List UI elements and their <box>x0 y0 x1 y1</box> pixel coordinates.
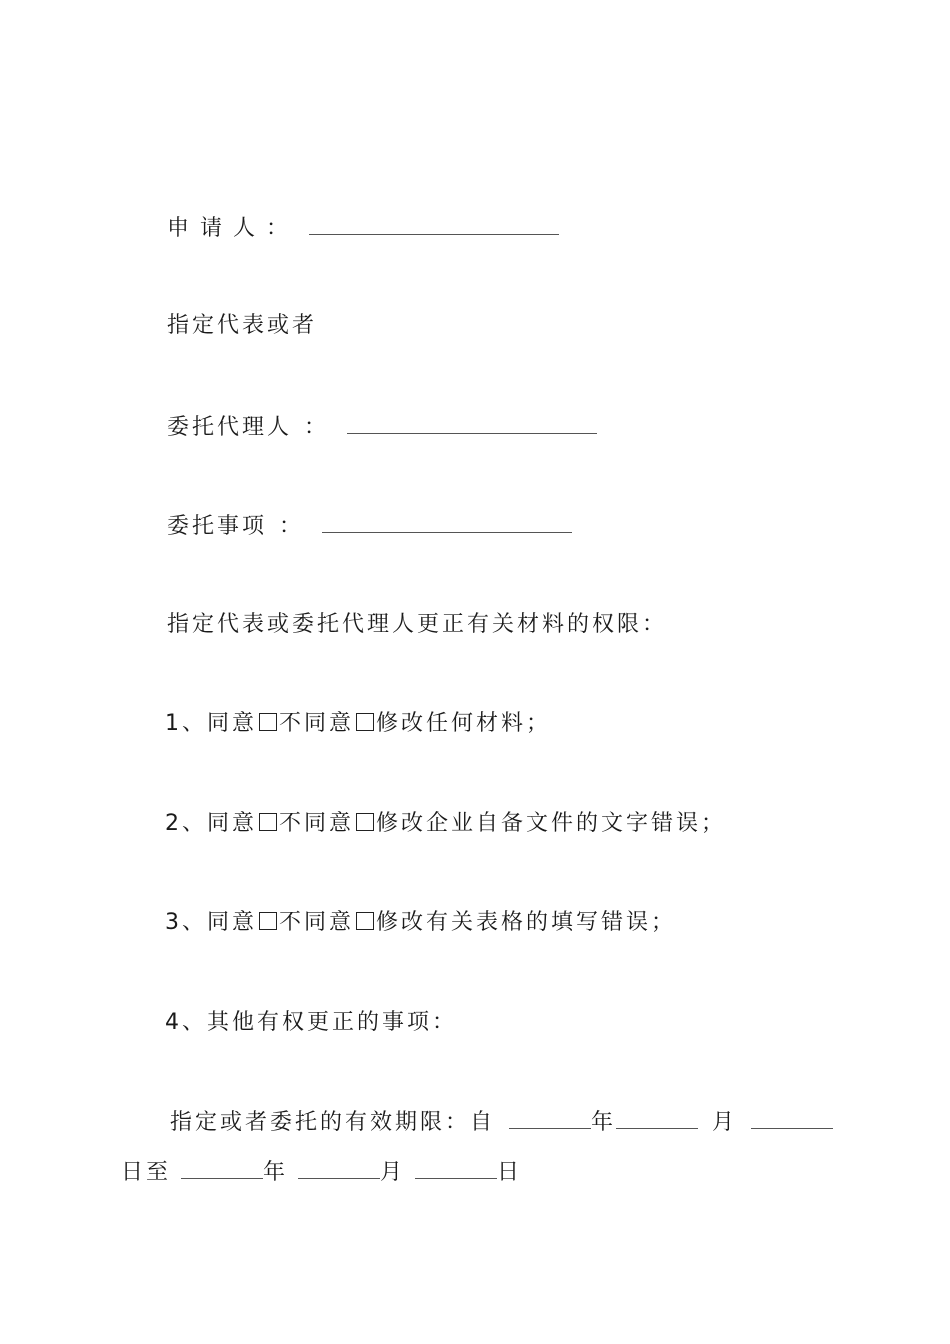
day2-label: 日 <box>497 1160 523 1185</box>
item-number: 1、 <box>165 711 207 736</box>
matter-field[interactable] <box>322 512 572 533</box>
validity-row-1 <box>170 1108 833 1136</box>
applicant-label: 申请人 <box>167 216 267 241</box>
disagree-checkbox[interactable] <box>356 813 374 831</box>
item-number: 2、 <box>165 811 207 836</box>
applicant-colon: ： <box>266 216 292 241</box>
designated-rep-label: 指定代表或者 <box>167 313 318 338</box>
applicant-field[interactable] <box>309 214 559 235</box>
month2-label: 月 <box>380 1160 406 1185</box>
agree-checkbox[interactable] <box>259 813 277 831</box>
authority-heading <box>167 612 667 638</box>
item-text: 修改企业自备文件的文字错误； <box>376 811 727 836</box>
disagree-label: 不同意 <box>279 811 355 836</box>
year-label: 年 <box>591 1110 617 1135</box>
designated-rep-row <box>167 313 317 339</box>
agree-label: 同意 <box>207 910 258 935</box>
month-label: 月 <box>712 1110 738 1135</box>
agent-colon: ： <box>304 415 330 440</box>
start-month-field[interactable] <box>616 1108 698 1129</box>
item-4-text: 4、其他有权更正的事项： <box>165 1010 457 1035</box>
agent-label: 委托代理人 <box>167 415 293 440</box>
authority-item-2 <box>165 811 726 837</box>
item-text: 修改任何材料； <box>376 711 552 736</box>
disagree-checkbox[interactable] <box>356 912 374 930</box>
matter-colon: ： <box>279 514 305 539</box>
matter-row <box>167 512 572 540</box>
start-year-field[interactable] <box>509 1108 591 1129</box>
applicant-row <box>167 214 559 242</box>
item-number: 3、 <box>165 910 207 935</box>
end-month-field[interactable] <box>298 1158 380 1179</box>
matter-label: 委托事项 <box>167 514 268 539</box>
agent-field[interactable] <box>347 413 597 434</box>
end-year-field[interactable] <box>181 1158 263 1179</box>
disagree-label: 不同意 <box>279 910 355 935</box>
validity-row-2 <box>121 1158 522 1186</box>
agent-row <box>167 413 597 441</box>
end-day-field[interactable] <box>415 1158 497 1179</box>
authority-item-1 <box>165 711 551 737</box>
agree-checkbox[interactable] <box>259 713 277 731</box>
agree-checkbox[interactable] <box>259 912 277 930</box>
disagree-label: 不同意 <box>279 711 355 736</box>
start-day-field[interactable] <box>751 1108 833 1129</box>
agree-label: 同意 <box>207 711 258 736</box>
disagree-checkbox[interactable] <box>356 713 374 731</box>
validity-prefix: 指定或者委托的有效期限：自 <box>170 1110 496 1135</box>
authority-item-3 <box>165 910 676 936</box>
authority-heading-text: 指定代表或委托代理人更正有关材料的权限： <box>167 612 668 637</box>
year2-label: 年 <box>263 1160 289 1185</box>
agree-label: 同意 <box>207 811 258 836</box>
authority-item-4 <box>165 1010 457 1036</box>
day-to-label: 日至 <box>121 1160 172 1185</box>
item-text: 修改有关表格的填写错误； <box>376 910 677 935</box>
